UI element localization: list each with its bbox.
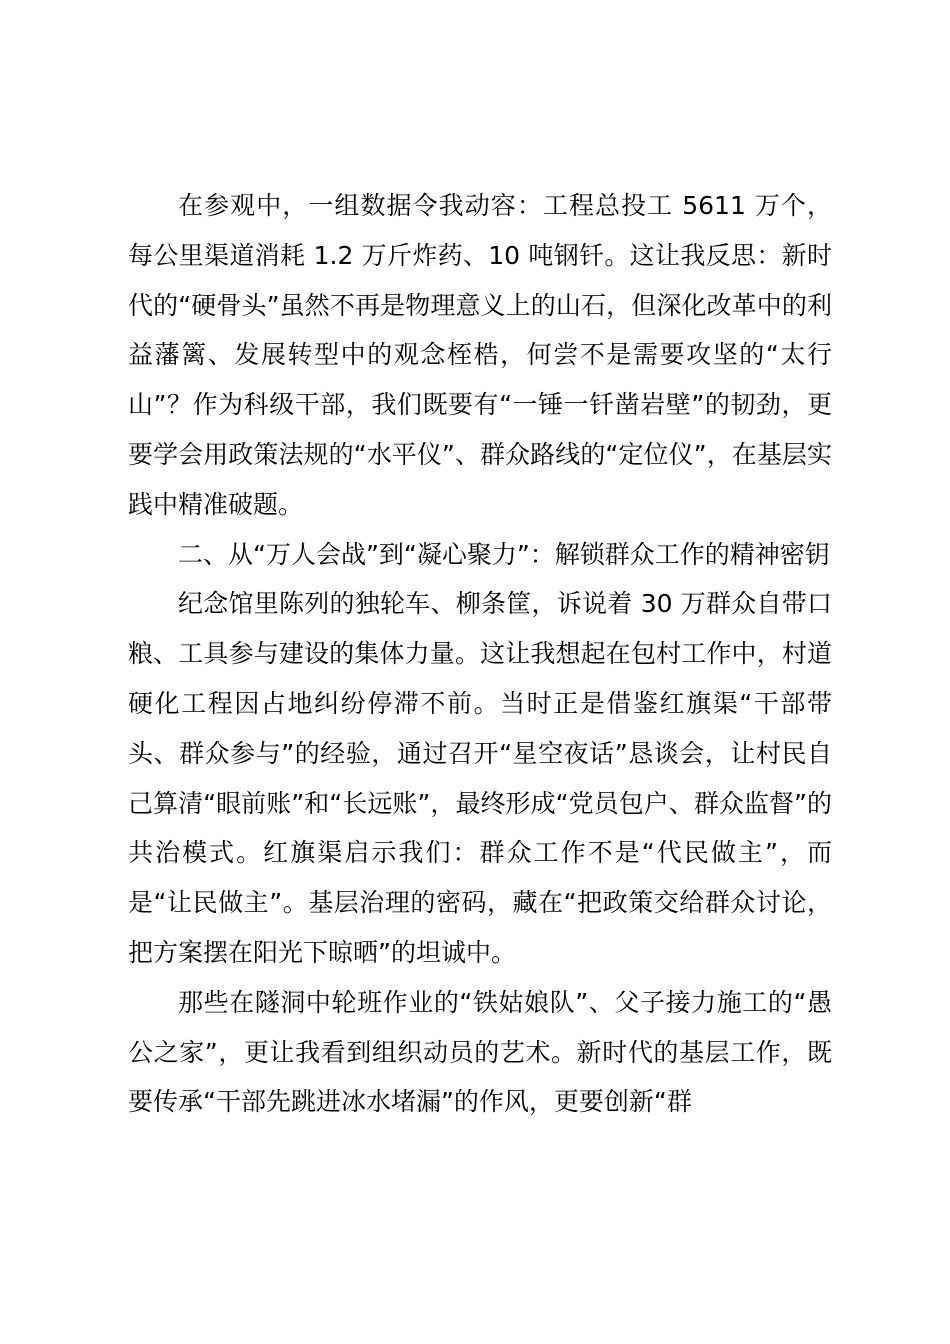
- paragraph-mobilization: 那些在隧洞中轮班作业的“铁姑娘队”、父子接力施工的“愚公之家”，更让我看到组织动员的艺术。新时代的基层工作，既要传承“干部先跳进冰水堵漏”的作风，更要创新“群: [128, 987, 832, 1117]
- paragraph-reflection: 在参观中，一组数据令我动容：工程总投工 5611 万个，每公里渠道消耗 1.2 万斤炸药、10 吨钢钎。这让我反思：新时代的“硬骨头”虽然不再是物理意义上的山石，但深化改革中的利益藩篱、发展转型中的观念桎梏，何尝不是需要攻坚的“太行山”？作为科级干部，我们既要有“一锤一钎凿岩壁”的韧劲，更要学会用政策法规的“水平仪”、群众路线的“定位仪”，在基层实践中精准破题。: [128, 191, 832, 519]
- document-body: [128, 181, 832, 1127]
- section-heading-two: 二、从“万人会战”到“凝心聚力”：解锁群众工作的精神密钥: [178, 539, 830, 569]
- paragraph-memorial: 纪念馆里陈列的独轮车、柳条筐，诉说着 30 万群众自带口粮、工具参与建设的集体力量。这让我想起在包村工作中，村道硬化工程因占地纠纷停滞不前。当时正是借鉴红旗渠“干部带头、群众参与”的经验，通过召开“星空夜话”恳谈会，让村民自己算清“眼前账”和“长远账”，最终形成“党员包户、群众监督”的共治模式。红旗渠启示我们：群众工作不是“代民做主”，而是“让民做主”。基层治理的密码，藏在“把政策交给群众讨论，把方案摆在阳光下晾晒”的坦诚中。: [128, 589, 832, 967]
